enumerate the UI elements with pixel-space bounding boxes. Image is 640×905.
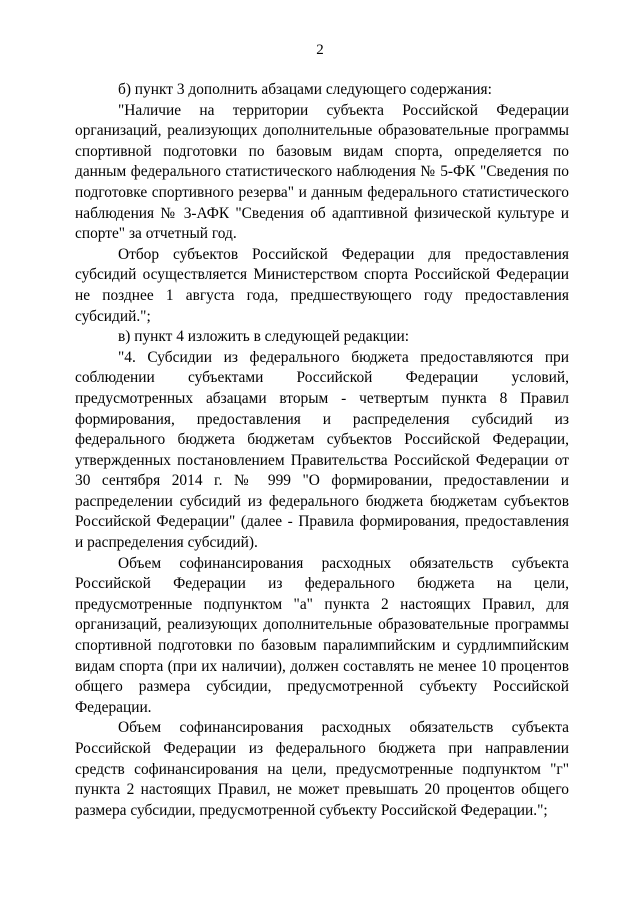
page-number: 2 xyxy=(316,42,324,58)
paragraph-subject-selection: Отбор субъектов Российской Федерации для предоставления субсидий осуществляется Министерством спорта Российской Федерации не позднее 1 августа года, предшествующего году предоставления субсидий."; xyxy=(75,245,569,325)
paragraph-subsidy-conditions: "4. Субсидии из федерального бюджета предоставляются при соблюдении субъектами Российской Федерации условий, предусмотренных абзацами вторым - четвертым пункта 8 Правил формирования, предоставления и распределения субсидий из федерального бюджета бюджетам субъектов Российской Федерации, утвержденных постановлением Правительства Российской Федерации от 30 сентября 2014 г. № 999 "О формировании, предоставлении и распределении субсидий из федерального бюджета бюджетам субъектов Российской Федерации" (далее - Правила формирования, предоставления и распределения субсидий). xyxy=(75,348,569,552)
paragraph-cofinancing-maximum: Объем софинансирования расходных обязательств субъекта Российской Федерации из федерального бюджета при направлении средств софинансирования на цели, предусмотренные подпунктом "г" пункта 2 настоящих Правил, не может превышать 20 процентов общего размера субсидии, предусмотренной субъекту Российской Федерации."; xyxy=(75,719,569,819)
paragraph-item-3b-intro: б) пункт 3 дополнить абзацами следующего содержания: xyxy=(118,81,492,98)
paragraph-cofinancing-minimum: Объем софинансирования расходных обязательств субъекта Российской Федерации из федерального бюджета на цели, предусмотренные подпунктом "а" пункта 2 настоящих Правил, для организаций, реализующих дополнительные образовательные программы спортивной подготовки по базовым паралимпийским и сурдлимпийским видам спорта (при их наличии), должен составлять не менее 10 процентов общего размера субсидии, предусмотренной субъекту Российской Федерации. xyxy=(75,554,569,716)
paragraph-organizations-presence: "Наличие на территории субъекта Российской Федерации организаций, реализующих дополнительные образовательные программы спортивной подготовки по базовым видам спорта, определяется по данным федерального статистического наблюдения № 5-ФК "Сведения по подготовке спортивного резерва" и данным федерального статистического наблюдения № 3-АФК "Сведения об адаптивной физической культуре и спорте" за отчетный год. xyxy=(75,101,569,243)
document-body xyxy=(75,80,569,821)
paragraph-item-4v-intro: в) пункт 4 изложить в следующей редакции: xyxy=(118,328,410,346)
